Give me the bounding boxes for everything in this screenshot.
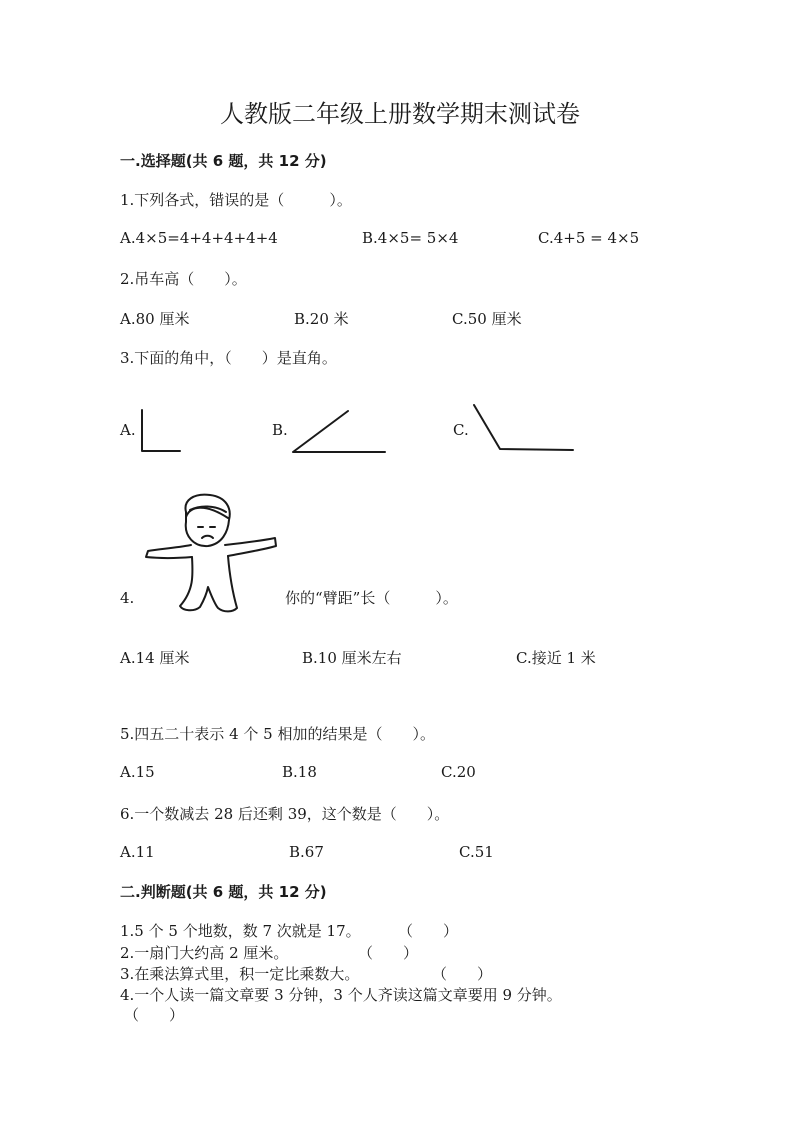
- q5-option-c: C.20: [441, 763, 476, 781]
- q2-option-b: B.20 米: [294, 310, 349, 328]
- q3-option-c: C.: [453, 421, 469, 439]
- judgment-item-4-bracket: （ ）: [124, 1006, 185, 1024]
- q1-option-c: C.4+5 = 4×5: [538, 229, 640, 247]
- q1-option-b: B.4×5= 5×4: [362, 229, 459, 247]
- question-1: 1.下列各式，错误的是（ ）。: [120, 191, 352, 209]
- q3-option-b: B.: [272, 421, 288, 439]
- question-3: 3.下面的角中，（ ）是直角。: [120, 349, 337, 367]
- question-2: 2.吊车高（ ）。: [120, 270, 247, 288]
- q5-option-a: A.15: [120, 763, 155, 781]
- section-heading-choice: 一.选择题(共 6 题，共 12 分): [120, 152, 327, 170]
- q3-option-a: A.: [120, 421, 136, 439]
- judgment-item-2: 2.一扇门大约高 2 厘米。: [120, 944, 289, 962]
- judgment-item-4: 4.一个人读一篇文章要 3 分钟，3 个人齐读这篇文章要用 9 分钟。: [120, 986, 562, 1004]
- q5-option-b: B.18: [282, 763, 317, 781]
- question-4-number: 4.: [120, 589, 135, 607]
- judgment-item-3: 3.在乘法算式里，积一定比乘数大。: [120, 965, 360, 983]
- question-5: 5.四五二十表示 4 个 5 相加的结果是（ ）。: [120, 725, 435, 743]
- q2-option-a: A.80 厘米: [120, 310, 190, 328]
- q4-option-c: C.接近 1 米: [516, 649, 596, 667]
- page-title: 人教版二年级上册数学期末测试卷: [220, 100, 580, 128]
- q6-option-c: C.51: [459, 843, 494, 861]
- judgment-item-1-bracket: （ ）: [398, 922, 459, 940]
- q1-option-a: A.4×5=4+4+4+4+4: [120, 229, 278, 247]
- q4-option-b: B.10 厘米左右: [302, 649, 402, 667]
- question-6: 6.一个数减去 28 后还剩 39，这个数是（ ）。: [120, 805, 450, 823]
- judgment-item-1: 1.5 个 5 个地数，数 7 次就是 17。: [120, 922, 361, 940]
- q4-option-a: A.14 厘米: [120, 649, 190, 667]
- judgment-item-2-bracket: （ ）: [358, 944, 419, 962]
- q2-option-c: C.50 厘米: [452, 310, 522, 328]
- judgment-item-3-bracket: （ ）: [432, 965, 493, 983]
- q6-option-b: B.67: [289, 843, 324, 861]
- q6-option-a: A.11: [120, 843, 155, 861]
- section-heading-judgment: 二.判断题(共 6 题，共 12 分): [120, 883, 327, 901]
- question-4: 你的“臂距”长（ ）。: [285, 589, 458, 607]
